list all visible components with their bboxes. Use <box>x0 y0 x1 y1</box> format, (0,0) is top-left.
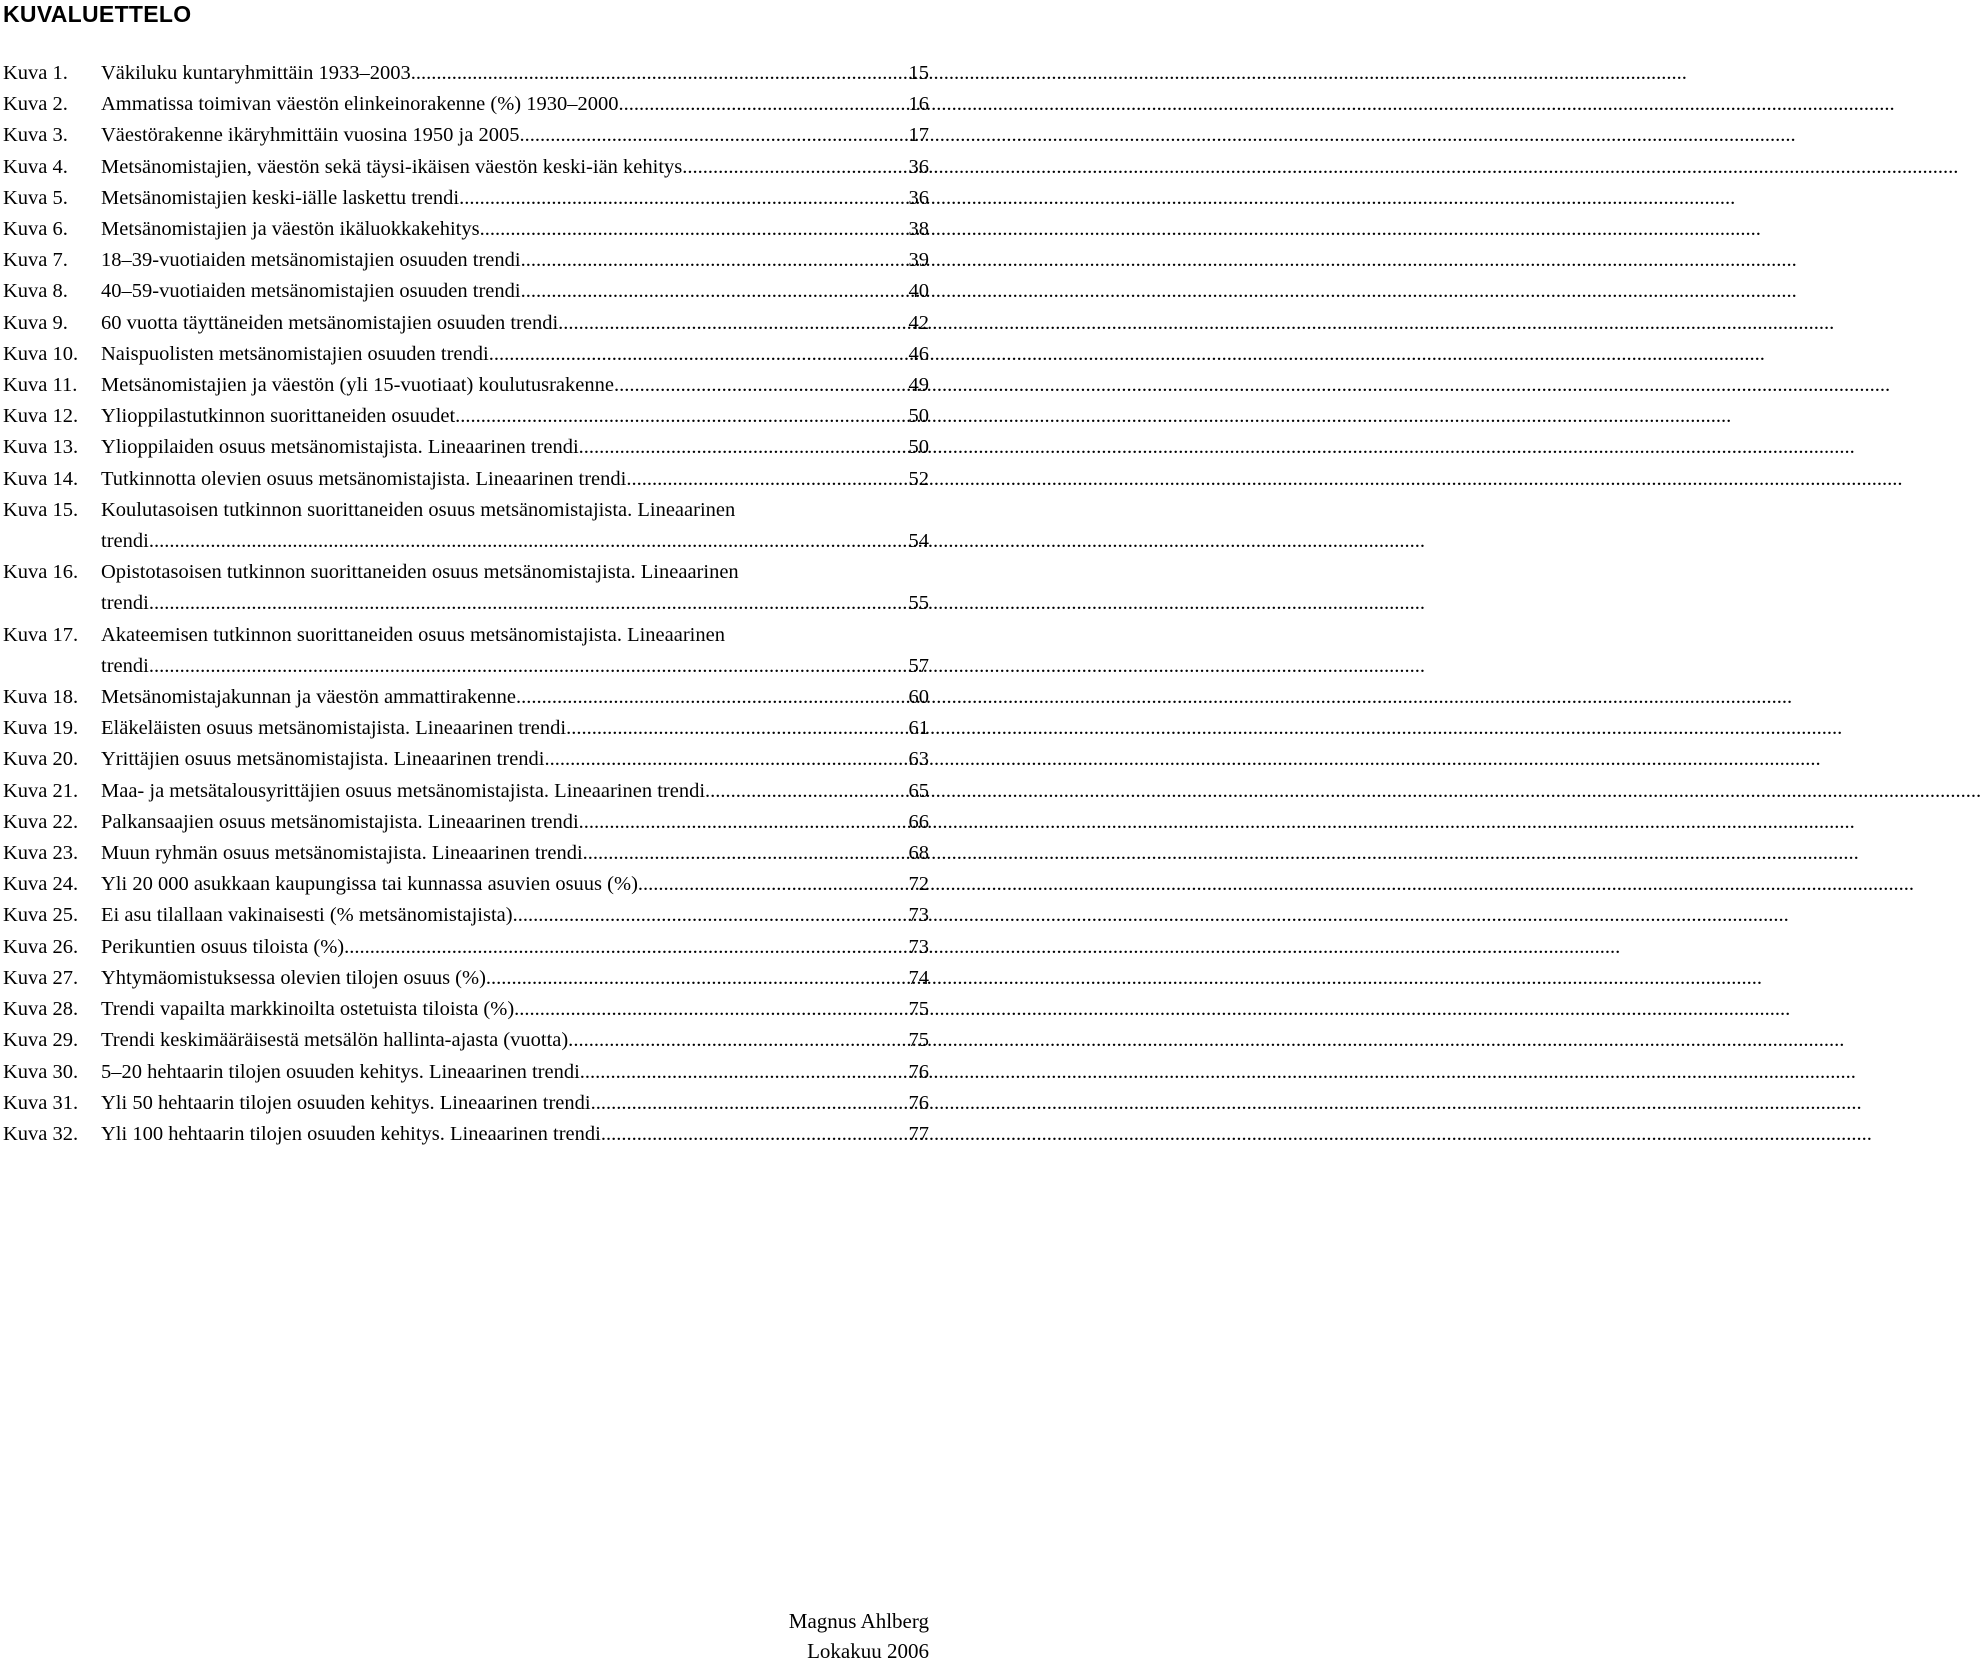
figure-entry-first-line <box>101 401 929 432</box>
figure-caption: Metsänomistajien ja väestön ikäluokkakehitys.. <box>101 218 490 241</box>
figure-caption: 40–59-vuotiaiden metsänomistajien osuuden trendi. <box>101 280 526 303</box>
figure-label: Kuva 10. <box>3 342 79 365</box>
figure-entry-body <box>101 339 929 370</box>
figure-label: Kuva 7. <box>3 249 68 272</box>
figure-caption: Ammatissa toimivan väestön elinkeinorakenne (%) 1930–2000. <box>101 93 624 116</box>
document-date: Lokakuu 2006 <box>807 1639 929 1663</box>
list-item <box>3 776 929 807</box>
figure-entry-body <box>101 713 929 744</box>
figure-entry-body <box>101 245 929 276</box>
figure-entry-body <box>101 432 929 463</box>
figure-label: Kuva 25. <box>3 904 79 927</box>
list-item <box>3 89 929 120</box>
dot-leader <box>710 776 899 807</box>
list-item <box>3 900 929 931</box>
figure-caption: Opistotasoisen tutkinnon suorittaneiden osuus metsänomistajista. Lineaarinen <box>101 561 739 584</box>
dot-leader <box>526 245 899 276</box>
figure-entry-first-line <box>101 869 929 900</box>
figure-caption: Koulutasoisen tutkinnon suorittaneiden osuus metsänomistajista. Lineaarinen <box>101 498 736 521</box>
figure-entry-first-line <box>101 557 929 588</box>
figure-entry-body <box>101 214 929 245</box>
figure-label: Kuva 8. <box>3 280 68 303</box>
figure-label: Kuva 12. <box>3 405 79 428</box>
list-item <box>3 1088 929 1119</box>
figure-caption: Tutkinnotta olevien osuus metsänomistajista. Lineaarinen trendi. <box>101 467 632 490</box>
figure-label: Kuva 4. <box>3 155 68 178</box>
figure-caption: Metsänomistajakunnan ja väestön ammattirakenne. <box>101 686 522 709</box>
figure-caption: Yli 100 hehtaarin tilojen osuuden kehitys. Lineaarinen trendi <box>101 1122 601 1145</box>
page-number: 16 <box>908 93 929 116</box>
page-number: 42 <box>908 311 929 334</box>
list-item <box>3 1119 929 1150</box>
figure-label: Kuva 21. <box>3 779 79 802</box>
figure-caption: Muun ryhmän osuus metsänomistajista. Lineaarinen trendi. <box>101 842 588 865</box>
list-item <box>3 994 929 1025</box>
page-number: 72 <box>908 873 929 896</box>
figure-caption: 60 vuotta täyttäneiden metsänomistajien osuuden trendi. <box>101 311 564 334</box>
figure-entry-body <box>101 744 929 775</box>
figure-entry-first-line <box>101 713 929 744</box>
figure-entry-first-line <box>101 152 929 183</box>
figure-entry-body <box>101 464 929 495</box>
page-number: 75 <box>908 998 929 1021</box>
dot-leader <box>550 744 899 775</box>
dot-leader <box>563 308 899 339</box>
dot-leader <box>588 838 899 869</box>
figure-entry-first-line <box>101 1057 929 1088</box>
figure-label: Kuva 11. <box>3 374 78 397</box>
figure-entry-first-line <box>101 620 929 651</box>
list-item <box>3 1025 929 1056</box>
list-item <box>3 807 929 838</box>
dot-leader <box>490 214 899 245</box>
figure-entry-first-line <box>101 963 929 994</box>
figure-caption: Eläkeläisten osuus metsänomistajista. Lineaarinen trendi. <box>101 717 572 740</box>
figure-entry-body <box>101 58 929 89</box>
figure-caption: 5–20 hehtaarin tilojen osuuden kehitys. Lineaarinen trendi. <box>101 1060 585 1083</box>
page-number: 55 <box>908 592 929 615</box>
figure-caption: 18–39-vuotiaiden metsänomistajien osuuden trendi. <box>101 249 526 272</box>
page-number: 76 <box>908 1091 929 1114</box>
figure-label: Kuva 22. <box>3 810 79 833</box>
figure-entry-first-line <box>101 682 929 713</box>
figure-entry-body <box>101 183 929 214</box>
figure-entry-body <box>101 152 929 183</box>
figure-entry-first-line <box>101 432 929 463</box>
figure-list <box>3 58 929 1150</box>
figure-entry-body <box>101 776 929 807</box>
figure-caption: Metsänomistajien, väestön sekä täysi-ikäisen väestön keski-iän kehitys. <box>101 155 688 178</box>
page-number: 73 <box>908 935 929 958</box>
figure-entry-first-line <box>101 58 929 89</box>
figure-entry-first-line <box>101 932 929 963</box>
dot-leader <box>416 58 899 89</box>
figure-entry-first-line <box>101 339 929 370</box>
list-item <box>3 838 929 869</box>
figure-caption-continuation: trendi. <box>101 530 154 553</box>
page-number: 39 <box>908 249 929 272</box>
figure-entry-first-line <box>101 245 929 276</box>
dot-leader <box>526 276 899 307</box>
figure-entry-body <box>101 1088 929 1119</box>
page-number: 77 <box>908 1122 929 1145</box>
page-number: 66 <box>908 810 929 833</box>
list-item <box>3 339 929 370</box>
figure-label: Kuva 9. <box>3 311 68 334</box>
figure-entry-body <box>101 682 929 713</box>
list-item <box>3 963 929 994</box>
dot-leader <box>591 1088 899 1119</box>
figure-entry-body <box>101 401 929 432</box>
page-number: 15 <box>908 62 929 84</box>
figure-entry-first-line <box>101 1025 929 1056</box>
list-item <box>3 464 929 495</box>
page-number: 36 <box>908 186 929 209</box>
figure-caption: Metsänomistajien ja väestön (yli 15-vuotiaat) koulutusrakenne. <box>101 374 620 397</box>
figure-entry-first-line <box>101 838 929 869</box>
figure-entry-wrap-line <box>101 588 929 619</box>
figure-caption: Perikuntien osuus tiloista (%). <box>101 935 350 958</box>
figure-entry-body <box>101 276 929 307</box>
page-number: 65 <box>908 779 929 802</box>
figure-entry-body <box>101 370 929 401</box>
figure-label: Kuva 19. <box>3 717 79 740</box>
figure-label: Kuva 3. <box>3 124 68 147</box>
page-number: 49 <box>908 374 929 397</box>
figure-entry-first-line <box>101 214 929 245</box>
page-number: 38 <box>908 218 929 241</box>
figure-label: Kuva 15. <box>3 498 79 521</box>
figure-label: Kuva 5. <box>3 186 68 209</box>
dot-leader <box>687 152 899 183</box>
dot-leader <box>631 464 899 495</box>
figure-caption: Ylioppilaiden osuus metsänomistajista. Lineaarinen trendi. <box>101 436 584 459</box>
figure-label: Kuva 32. <box>3 1122 79 1145</box>
dot-leader <box>571 713 899 744</box>
figure-label: Kuva 23. <box>3 842 79 865</box>
figure-entry-body <box>101 838 929 869</box>
figure-entry-body <box>101 495 929 557</box>
figure-entry-first-line <box>101 183 929 214</box>
dot-leader <box>519 994 899 1025</box>
list-item <box>3 557 929 619</box>
page-number: 52 <box>908 467 929 490</box>
page-number: 57 <box>908 654 929 677</box>
page-number: 50 <box>908 405 929 428</box>
dot-leader <box>619 370 899 401</box>
figure-entry-body <box>101 1057 929 1088</box>
page-number: 60 <box>908 686 929 709</box>
list-item <box>3 620 929 682</box>
figure-label: Kuva 16. <box>3 561 79 584</box>
figure-entry-body <box>101 994 929 1025</box>
figure-label: Kuva 14. <box>3 467 79 490</box>
figure-caption: Yli 20 000 asukkaan kaupungissa tai kunnassa asuvien osuus (%). <box>101 873 644 896</box>
dot-leader <box>584 807 899 838</box>
figure-entry-first-line <box>101 807 929 838</box>
list-item <box>3 183 929 214</box>
figure-entry-body <box>101 1025 929 1056</box>
list-item <box>3 1057 929 1088</box>
dot-leader <box>154 651 899 682</box>
figure-entry-body <box>101 120 929 151</box>
list-item <box>3 120 929 151</box>
page-number: 63 <box>908 748 929 771</box>
figure-label: Kuva 30. <box>3 1060 79 1083</box>
figure-caption: Ei asu tilallaan vakinaisesti (% metsänomistajista). <box>101 904 518 927</box>
list-item <box>3 432 929 463</box>
list-item <box>3 869 929 900</box>
figure-entry-first-line <box>101 89 929 120</box>
page-number: 54 <box>908 530 929 553</box>
dot-leader <box>573 1025 899 1056</box>
figure-label: Kuva 28. <box>3 998 79 1021</box>
list-item <box>3 744 929 775</box>
figure-entry-body <box>101 900 929 931</box>
figure-entry-body <box>101 932 929 963</box>
figure-label: Kuva 24. <box>3 873 79 896</box>
figure-caption: Väkiluku kuntaryhmittäin 1933–2003. <box>101 62 416 84</box>
page-number: 68 <box>908 842 929 865</box>
dot-leader <box>643 869 899 900</box>
dot-leader <box>584 432 899 463</box>
list-item <box>3 370 929 401</box>
dot-leader <box>491 963 899 994</box>
figure-label: Kuva 13. <box>3 436 79 459</box>
page-number: 76 <box>908 1060 929 1083</box>
figure-caption: Akateemisen tutkinnon suorittaneiden osuus metsänomistajista. Lineaarinen <box>101 623 725 646</box>
figure-entry-body <box>101 620 929 682</box>
list-item <box>3 932 929 963</box>
list-item <box>3 682 929 713</box>
page-number: 61 <box>908 717 929 740</box>
figure-label: Kuva 20. <box>3 748 79 771</box>
page-number: 75 <box>908 1029 929 1052</box>
figure-label: Kuva 6. <box>3 218 68 241</box>
figure-label: Kuva 29. <box>3 1029 79 1052</box>
figure-label: Kuva 26. <box>3 935 79 958</box>
figure-entry-first-line <box>101 1119 929 1150</box>
figure-entry-first-line <box>101 120 929 151</box>
page-title: KUVALUETTELO <box>3 1 192 27</box>
figure-entry-first-line <box>101 308 929 339</box>
figure-caption: Trendi vapailta markkinoilta ostetuista tiloista (%). <box>101 998 520 1021</box>
list-item <box>3 713 929 744</box>
figure-caption: Ylioppilastutkinnon suorittaneiden osuudet. <box>101 405 461 428</box>
list-item <box>3 152 929 183</box>
dot-leader <box>154 588 899 619</box>
figure-label: Kuva 27. <box>3 966 79 989</box>
page-number: 73 <box>908 904 929 927</box>
figure-entry-first-line <box>101 1088 929 1119</box>
dot-leader <box>154 526 899 557</box>
dot-leader <box>349 932 899 963</box>
list-item <box>3 214 929 245</box>
figure-caption: Yrittäjien osuus metsänomistajista. Lineaarinen trendi. <box>101 748 550 771</box>
figure-entry-body <box>101 963 929 994</box>
page-number: 17 <box>908 124 929 147</box>
list-item <box>3 308 929 339</box>
list-item <box>3 58 929 89</box>
figure-entry-first-line <box>101 744 929 775</box>
figure-caption: Palkansaajien osuus metsänomistajista. Lineaarinen trendi. <box>101 810 584 833</box>
dot-leader <box>521 682 899 713</box>
figure-label: Kuva 17. <box>3 623 79 646</box>
dot-leader <box>601 1119 899 1150</box>
dot-leader <box>464 183 899 214</box>
figure-caption: Väestörakenne ikäryhmittäin vuosina 1950 ja 2005. <box>101 124 525 147</box>
figure-caption-continuation: trendi. <box>101 654 154 677</box>
figure-entry-first-line <box>101 900 929 931</box>
figure-entry-first-line <box>101 276 929 307</box>
list-item <box>3 495 929 557</box>
figure-entry-wrap-line <box>101 526 929 557</box>
list-item <box>3 401 929 432</box>
dot-leader <box>585 1057 899 1088</box>
figure-entry-first-line <box>101 776 929 807</box>
page-number: 40 <box>908 280 929 303</box>
signature-block <box>789 1606 929 1666</box>
figure-entry-first-line <box>101 495 929 526</box>
figure-entry-body <box>101 1119 929 1150</box>
dot-leader <box>494 339 899 370</box>
figure-entry-body <box>101 89 929 120</box>
figure-caption: Yhtymäomistuksessa olevien tilojen osuus (%). <box>101 966 492 989</box>
figure-label: Kuva 1. <box>3 62 68 84</box>
figure-caption: Maa- ja metsätalousyrittäjien osuus metsänomistajista. Lineaarinen trendi. <box>101 779 711 802</box>
figure-caption: Naispuolisten metsänomistajien osuuden trendi. <box>101 342 494 365</box>
page-number: 50 <box>908 436 929 459</box>
figure-entry-wrap-line <box>101 651 929 682</box>
author-name: Magnus Ahlberg <box>788 1609 929 1633</box>
page-number: 46 <box>908 342 929 365</box>
dot-leader <box>624 89 899 120</box>
figure-label: Kuva 31. <box>3 1091 79 1114</box>
figure-entry-first-line <box>101 464 929 495</box>
figure-entry-first-line <box>101 370 929 401</box>
figure-entry-body <box>101 869 929 900</box>
dot-leader <box>460 401 899 432</box>
figure-caption: Metsänomistajien keski-iälle laskettu trendi. <box>101 186 465 209</box>
dot-leader <box>525 120 899 151</box>
figure-caption: Yli 50 hehtaarin tilojen osuuden kehitys. Lineaarinen trendi <box>101 1091 591 1114</box>
figure-entry-body <box>101 807 929 838</box>
figure-caption: Trendi keskimääräisestä metsälön hallinta-ajasta (vuotta). <box>101 1029 574 1052</box>
figure-caption-continuation: trendi. <box>101 592 154 615</box>
figure-entry-first-line <box>101 994 929 1025</box>
list-item <box>3 276 929 307</box>
figure-entry-body <box>101 308 929 339</box>
figure-label: Kuva 2. <box>3 93 68 116</box>
figure-entry-body <box>101 557 929 619</box>
list-item <box>3 245 929 276</box>
page-number: 74 <box>908 966 929 989</box>
page-number: 36 <box>908 155 929 178</box>
dot-leader <box>518 900 899 931</box>
figure-label: Kuva 18. <box>3 686 79 709</box>
